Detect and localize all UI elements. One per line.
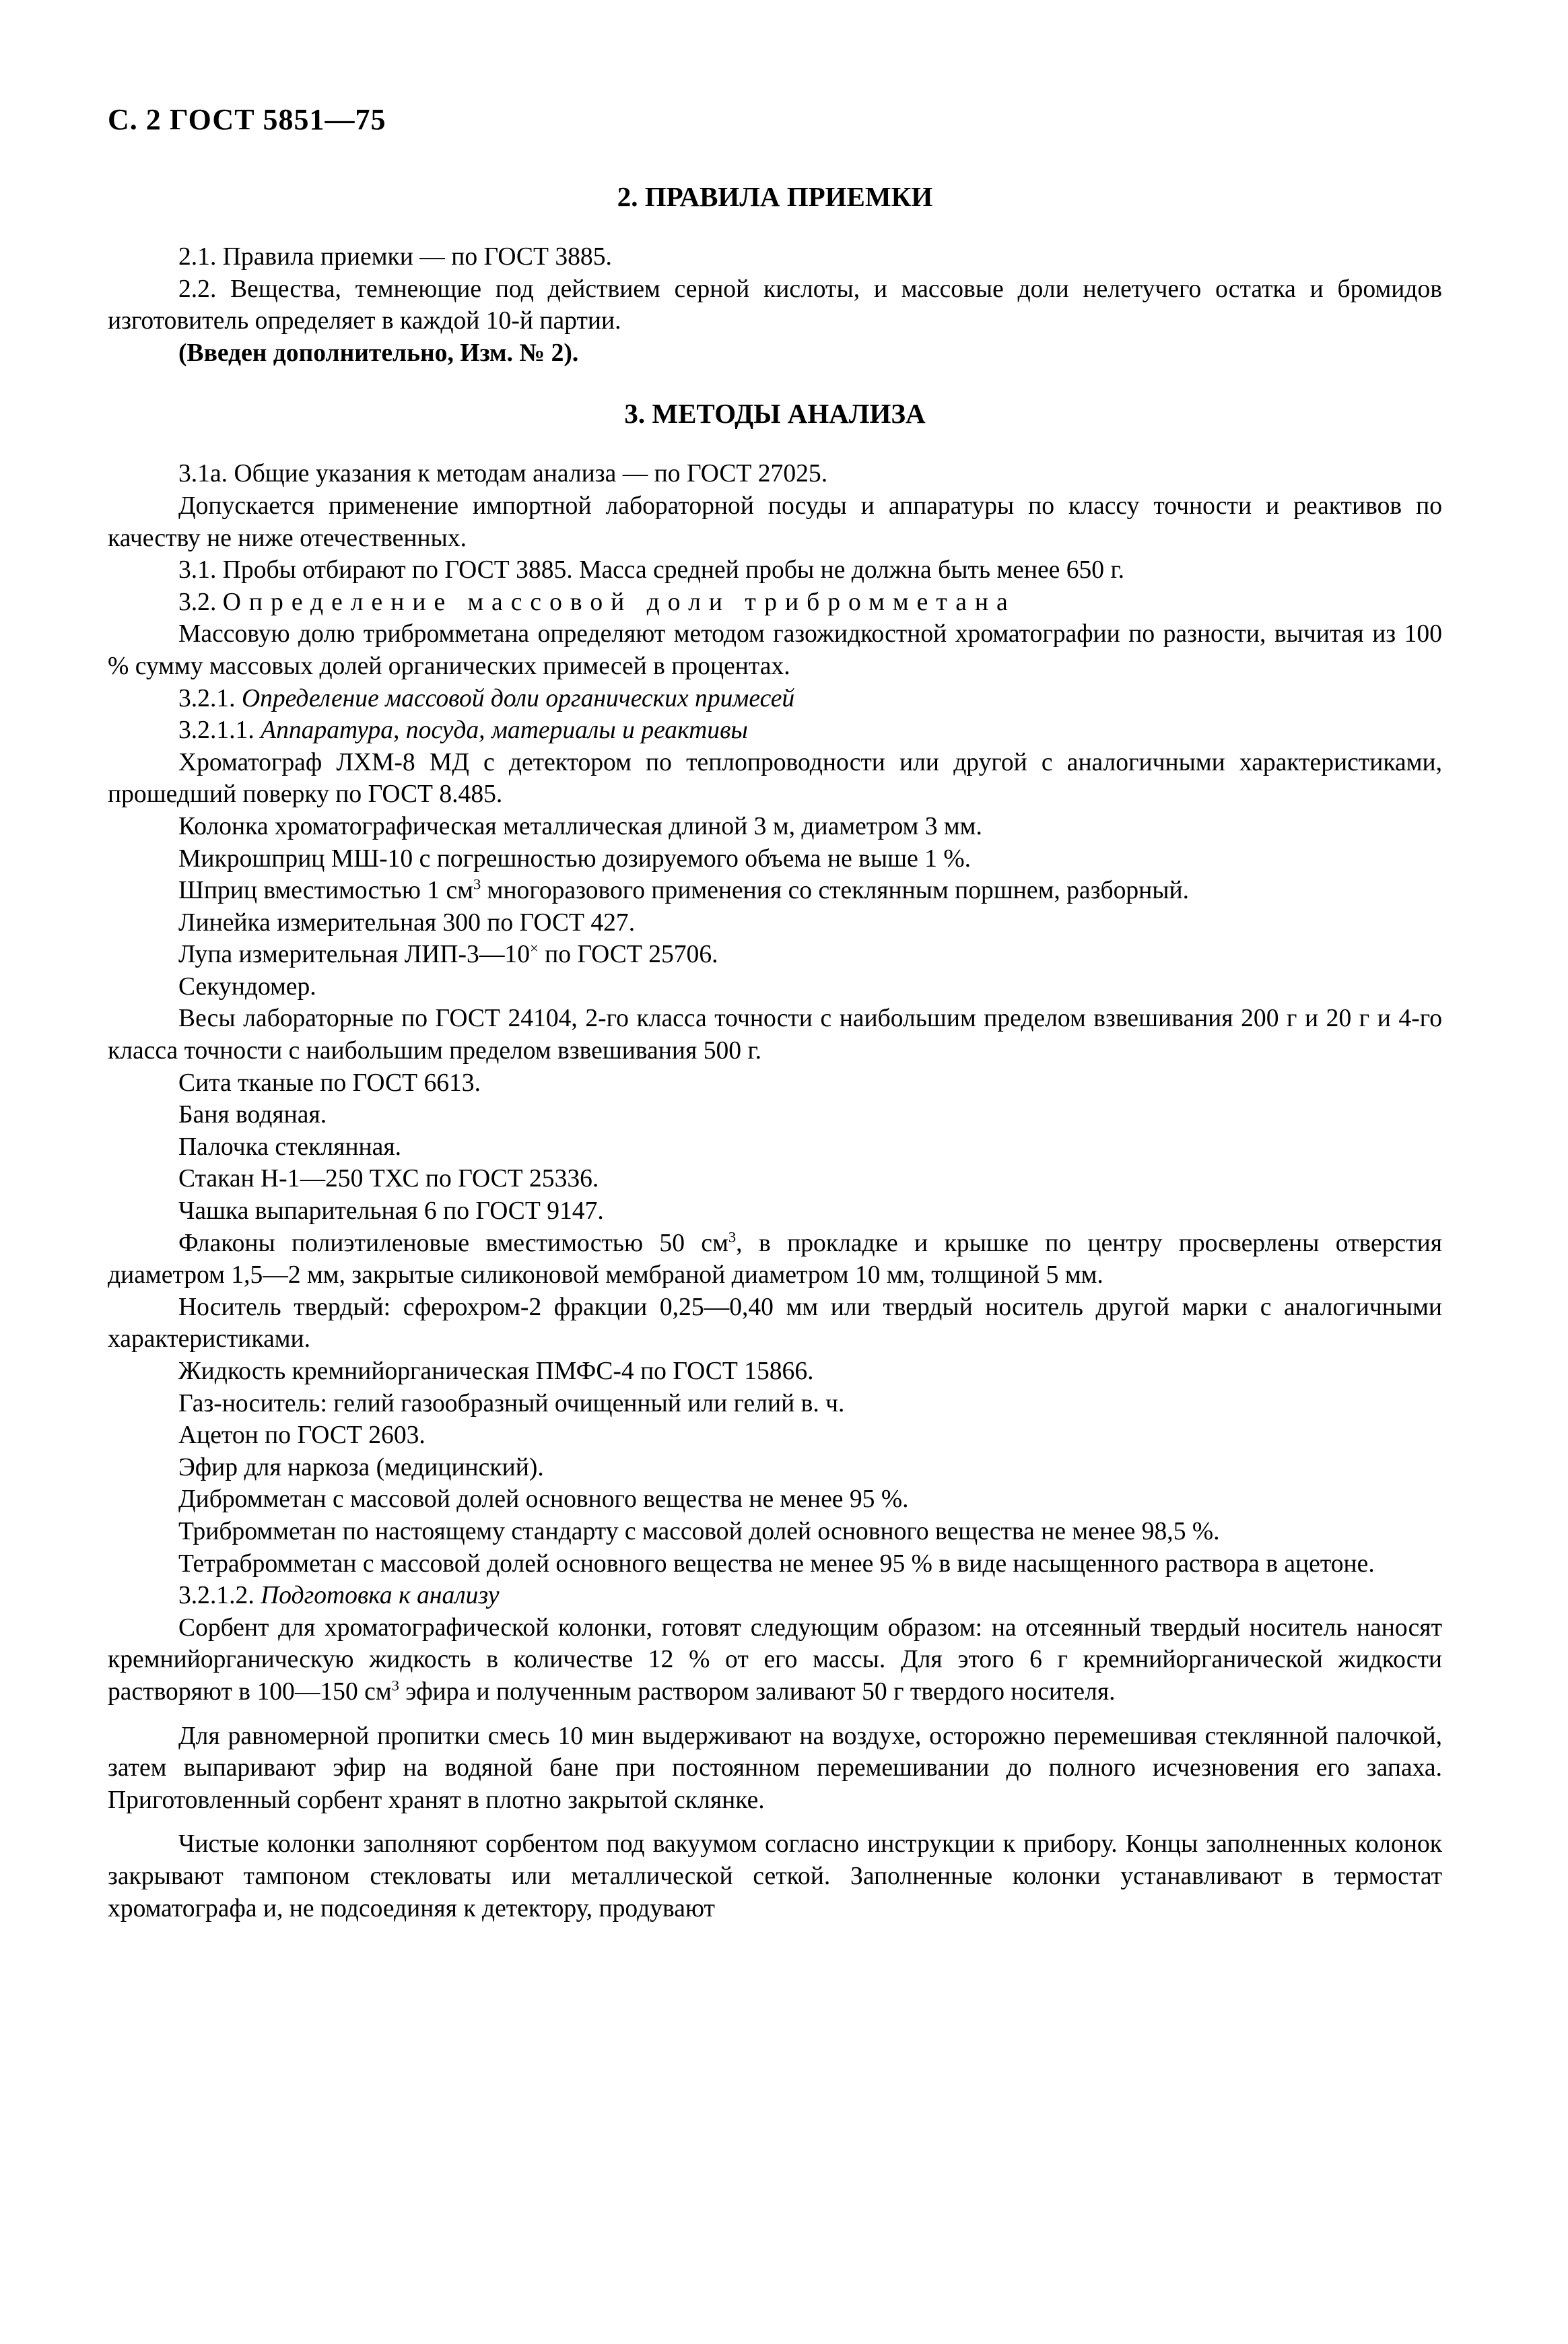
list-item-scales: Весы лабораторные по ГОСТ 24104, 2-го класса точности с наибольшим пределом взвешивания 200 г и 20 г и 4-го класса точности с наибольшим пределом взвешивания 500 г.	[108, 1005, 1442, 1065]
list-item-microsyringe: Микрошприц МШ-10 с погрешностью дозируемого объема не выше 1 %.	[178, 844, 972, 873]
paragraph-3-2-1-1-number: 3.2.1.1.	[178, 716, 254, 745]
sorbent-text: Сорбент для хроматографической колонки, готовят следующим образом: на отсеянный твердый носитель наносят кремнийорганическую жидкость в количестве 12 % от его массы. Для этого 6 г кремнийорганической жидкости растворяют в 100—150 см	[108, 1613, 1442, 1706]
paragraph-3-2-title: Определение массовой доли трибромметана	[222, 588, 1016, 616]
paragraph-3-2-1-title: Определение массовой доли органических примесей	[241, 684, 795, 712]
flasks-superscript: 3	[728, 1228, 737, 1246]
list-item-flasks	[108, 1228, 1442, 1292]
sorbent-superscript: 3	[391, 1677, 399, 1694]
list-item-tribromomethane: Трибромметан по настоящему стандарту с массовой долей основного вещества не менее 98,5 %.	[178, 1517, 1220, 1545]
list-item-acetone: Ацетон по ГОСТ 2603.	[178, 1421, 425, 1450]
paragraph-3-2-1-2-number: 3.2.1.2.	[178, 1582, 254, 1610]
paragraph-3-2-number: 3.2.	[178, 588, 217, 616]
paragraph-method: Массовую долю трибромметана определяют методом газожидкостной хроматографии по разности, вычитая из 100 % сумму массовых долей органических примесей в процентах.	[108, 620, 1442, 680]
paragraph-3-2-1-1	[108, 714, 1442, 747]
list-item-column: Колонка хроматографическая металлическая длиной 3 м, диаметром 3 мм.	[178, 812, 982, 840]
list-item-tetrabromomethane: Тетрабромметан с массовой долей основного вещества не менее 95 % в виде насыщенного раствора в ацетоне.	[178, 1549, 1375, 1578]
paragraph-columns: Чистые колонки заполняют сорбентом под вакуумом согласно инструкции к прибору. Концы заполненных колонок закрывают тампоном стекловаты или металлической сеткой. Заполненные колонки устанавливают в термостат хроматографа и, не подсоединяя к детектору, продувают	[108, 1830, 1442, 1922]
list-item-carrier-gas: Газ-носитель: гелий газообразный очищенный или гелий в. ч.	[178, 1389, 845, 1417]
list-item-beaker: Стакан Н-1—250 ТХС по ГОСТ 25336.	[178, 1165, 599, 1193]
sorbent-text-rest: эфира и полученным раствором заливают 50 г твердого носителя.	[399, 1677, 1116, 1706]
paragraph-3-2-1	[108, 683, 1442, 715]
list-item-syringe	[108, 875, 1442, 907]
list-item-chromatograph: Хроматограф ЛХМ-8 МД с детектором по теплопроводности или другой с аналогичными характеристиками, прошедший поверку по ГОСТ 8.485.	[108, 748, 1442, 809]
paragraph-3-2-1-2	[108, 1580, 1442, 1612]
paragraph-2-2: 2.2. Вещества, темнеющие под действием серной кислоты, и массовые доли нелетучего остатка и бромидов изготовитель определяет в каждой 10-й партии.	[108, 275, 1442, 335]
list-item-stopwatch: Секундомер.	[178, 972, 316, 1001]
list-item-glass-rod: Палочка стеклянная.	[178, 1133, 402, 1161]
section-3-title: 3. МЕТОДЫ АНАЛИЗА	[624, 398, 926, 430]
flasks-text-rest: , в прокладке и крышке по центру просверлены отверстия диаметром 1,5—2 мм, закрытые силиконовой мембраной диаметром 10 мм, толщиной 5 мм.	[108, 1229, 1442, 1290]
paragraph-3-2-1-1-title: Аппаратура, посуда, материалы и реактивы	[261, 716, 748, 745]
paragraph-3-1a: 3.1а. Общие указания к методам анализа — по ГОСТ 27025.	[178, 460, 828, 488]
list-item-silicone-liquid: Жидкость кремнийорганическая ПМФС-4 по ГОСТ 15866.	[178, 1358, 814, 1385]
paragraph-2-1: 2.1. Правила приемки — по ГОСТ 3885.	[178, 243, 612, 271]
paragraph-import: Допускается применение импортной лабораторной посуды и аппаратуры по классу точности и реактивов по качеству не ниже отечественных.	[108, 492, 1442, 552]
list-item-water-bath: Баня водяная.	[178, 1101, 327, 1129]
syringe-superscript: 3	[473, 875, 481, 893]
paragraph-3-1: 3.1. Пробы отбирают по ГОСТ 3885. Масса средней пробы не должна быть менее 650 г.	[178, 556, 1125, 584]
document-body	[108, 176, 1442, 1924]
syringe-text: Шприц вместимостью 1 см	[178, 877, 473, 905]
flasks-text: Флаконы полиэтиленовые вместимостью 50 см	[178, 1229, 728, 1257]
list-item-ruler: Линейка измерительная 300 по ГОСТ 427.	[178, 908, 636, 937]
loupe-text: Лупа измерительная ЛИП-3—10	[178, 941, 530, 969]
list-item-carrier: Носитель твердый: сферохром-2 фракции 0,25—0,40 мм или твердый носитель другой марки с аналогичными характеристиками.	[108, 1293, 1442, 1353]
paragraph-impregnation: Для равномерной пропитки смесь 10 мин выдерживают на воздухе, осторожно перемешивая стеклянной палочкой, затем выпаривают эфир на водяной бане при постоянном перемешивании до полного исчезновения его запаха. Приготовленный сорбент хранят в плотно закрытой склянке.	[108, 1722, 1442, 1814]
list-item-evaporating-dish: Чашка выпарительная 6 по ГОСТ 9147.	[178, 1197, 604, 1226]
paragraph-sorbent	[108, 1612, 1442, 1708]
loupe-superscript: ×	[529, 939, 539, 957]
list-item-sieves: Сита тканые по ГОСТ 6613.	[178, 1069, 481, 1097]
section-2-title: 2. ПРАВИЛА ПРИЕМКИ	[617, 181, 933, 212]
paragraph-3-2-1-2-title: Подготовка к анализу	[261, 1582, 500, 1610]
list-item-ether: Эфир для наркоза (медицинский).	[178, 1453, 544, 1481]
page-header: С. 2 ГОСТ 5851—75	[108, 103, 386, 136]
syringe-text-rest: многоразового применения со стеклянным поршнем, разборный.	[481, 877, 1190, 905]
loupe-text-rest: по ГОСТ 25706.	[538, 941, 718, 969]
list-item-loupe	[108, 939, 1442, 971]
amendment-note: (Введен дополнительно, Изм. № 2).	[178, 339, 579, 367]
list-item-dibromomethane: Дибромметан с массовой долей основного вещества не менее 95 %.	[178, 1485, 909, 1514]
paragraph-3-2	[108, 587, 1442, 619]
paragraph-3-2-1-number: 3.2.1.	[178, 684, 236, 712]
